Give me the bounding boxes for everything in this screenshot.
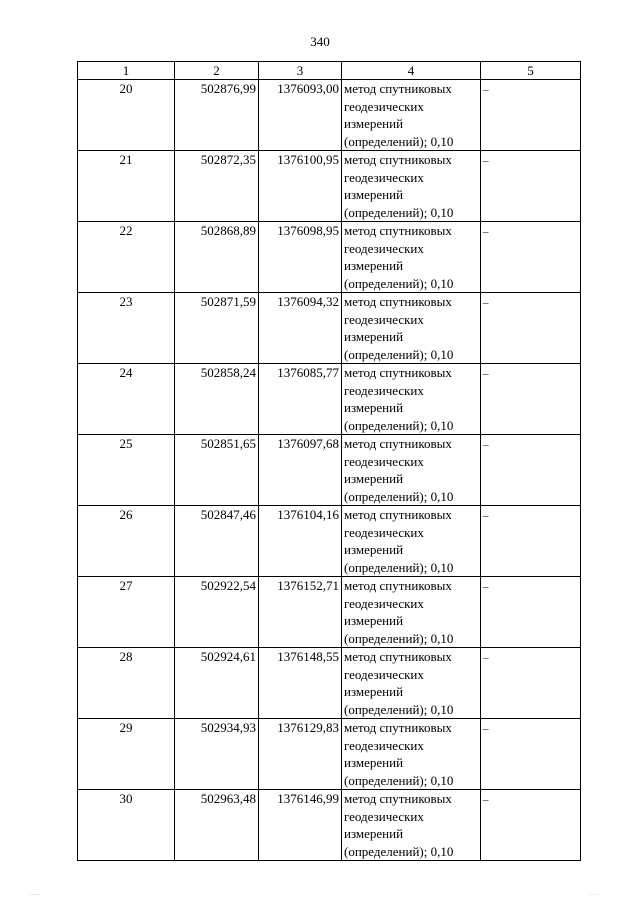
x-coordinate-cell: 502872,35 xyxy=(175,151,259,222)
method-accuracy-cell: метод спутниковых геодезических измерений (определений); 0,10 xyxy=(342,222,481,293)
table-row xyxy=(78,435,581,506)
table-row xyxy=(78,790,581,861)
x-coordinate-cell: 502847,46 xyxy=(175,506,259,577)
method-accuracy-cell: метод спутниковых геодезических измерений (определений); 0,10 xyxy=(342,719,481,790)
table-header-row xyxy=(78,62,581,80)
table-row xyxy=(78,648,581,719)
point-number-cell: 26 xyxy=(78,506,175,577)
point-number-cell: 24 xyxy=(78,364,175,435)
y-coordinate-cell: 1376148,55 xyxy=(259,648,342,719)
y-coordinate-cell: 1376094,32 xyxy=(259,293,342,364)
method-accuracy-cell: метод спутниковых геодезических измерений (определений); 0,10 xyxy=(342,506,481,577)
point-number-cell: 27 xyxy=(78,577,175,648)
y-coordinate-cell: 1376152,71 xyxy=(259,577,342,648)
note-cell xyxy=(481,790,581,861)
y-coordinate-cell: 1376085,77 xyxy=(259,364,342,435)
note-cell xyxy=(481,80,581,151)
y-coordinate-cell: 1376146,99 xyxy=(259,790,342,861)
dash-mark: – xyxy=(483,155,489,167)
method-accuracy-cell: метод спутниковых геодезических измерений (определений); 0,10 xyxy=(342,80,481,151)
y-coordinate-cell: 1376104,16 xyxy=(259,506,342,577)
scan-edge-marks: .. ... . . . . xyxy=(30,891,601,897)
table-row xyxy=(78,80,581,151)
point-number-cell: 25 xyxy=(78,435,175,506)
note-cell xyxy=(481,293,581,364)
x-coordinate-cell: 502871,59 xyxy=(175,293,259,364)
note-cell xyxy=(481,506,581,577)
point-number-cell: 30 xyxy=(78,790,175,861)
table-row xyxy=(78,364,581,435)
note-cell xyxy=(481,648,581,719)
method-accuracy-cell: метод спутниковых геодезических измерений (определений); 0,10 xyxy=(342,151,481,222)
note-cell xyxy=(481,719,581,790)
note-cell xyxy=(481,577,581,648)
dash-mark: – xyxy=(483,84,489,96)
y-coordinate-cell: 1376100,95 xyxy=(259,151,342,222)
table-row xyxy=(78,577,581,648)
x-coordinate-cell: 502934,93 xyxy=(175,719,259,790)
column-header: 1 xyxy=(78,62,175,80)
table-row xyxy=(78,222,581,293)
x-coordinate-cell: 502963,48 xyxy=(175,790,259,861)
y-coordinate-cell: 1376098,95 xyxy=(259,222,342,293)
dash-mark: – xyxy=(483,510,489,522)
note-cell xyxy=(481,364,581,435)
page-number: 340 xyxy=(310,34,330,49)
x-coordinate-cell: 502876,99 xyxy=(175,80,259,151)
dash-mark: – xyxy=(483,297,489,309)
point-number-cell: 22 xyxy=(78,222,175,293)
note-cell xyxy=(481,151,581,222)
column-header: 4 xyxy=(342,62,481,80)
x-coordinate-cell: 502868,89 xyxy=(175,222,259,293)
y-coordinate-cell: 1376097,68 xyxy=(259,435,342,506)
coordinates-table xyxy=(77,61,581,861)
method-accuracy-cell: метод спутниковых геодезических измерений (определений); 0,10 xyxy=(342,648,481,719)
column-header: 2 xyxy=(175,62,259,80)
method-accuracy-cell: метод спутниковых геодезических измерений (определений); 0,10 xyxy=(342,790,481,861)
method-accuracy-cell: метод спутниковых геодезических измерений (определений); 0,10 xyxy=(342,293,481,364)
dash-mark: – xyxy=(483,723,489,735)
point-number-cell: 21 xyxy=(78,151,175,222)
table-body xyxy=(78,80,581,861)
dash-mark: – xyxy=(483,439,489,451)
dash-mark: – xyxy=(483,226,489,238)
dash-mark: – xyxy=(483,581,489,593)
point-number-cell: 28 xyxy=(78,648,175,719)
table-row xyxy=(78,293,581,364)
point-number-cell: 23 xyxy=(78,293,175,364)
x-coordinate-cell: 502924,61 xyxy=(175,648,259,719)
note-cell xyxy=(481,435,581,506)
point-number-cell: 20 xyxy=(78,80,175,151)
x-coordinate-cell: 502851,65 xyxy=(175,435,259,506)
column-header: 3 xyxy=(259,62,342,80)
x-coordinate-cell: 502922,54 xyxy=(175,577,259,648)
x-coordinate-cell: 502858,24 xyxy=(175,364,259,435)
y-coordinate-cell: 1376093,00 xyxy=(259,80,342,151)
table-row xyxy=(78,719,581,790)
table-row xyxy=(78,151,581,222)
table-row xyxy=(78,506,581,577)
note-cell xyxy=(481,222,581,293)
point-number-cell: 29 xyxy=(78,719,175,790)
method-accuracy-cell: метод спутниковых геодезических измерений (определений); 0,10 xyxy=(342,364,481,435)
dash-mark: – xyxy=(483,368,489,380)
dash-mark: – xyxy=(483,794,489,806)
method-accuracy-cell: метод спутниковых геодезических измерений (определений); 0,10 xyxy=(342,577,481,648)
dash-mark: – xyxy=(483,652,489,664)
y-coordinate-cell: 1376129,83 xyxy=(259,719,342,790)
method-accuracy-cell: метод спутниковых геодезических измерений (определений); 0,10 xyxy=(342,435,481,506)
column-header: 5 xyxy=(481,62,581,80)
